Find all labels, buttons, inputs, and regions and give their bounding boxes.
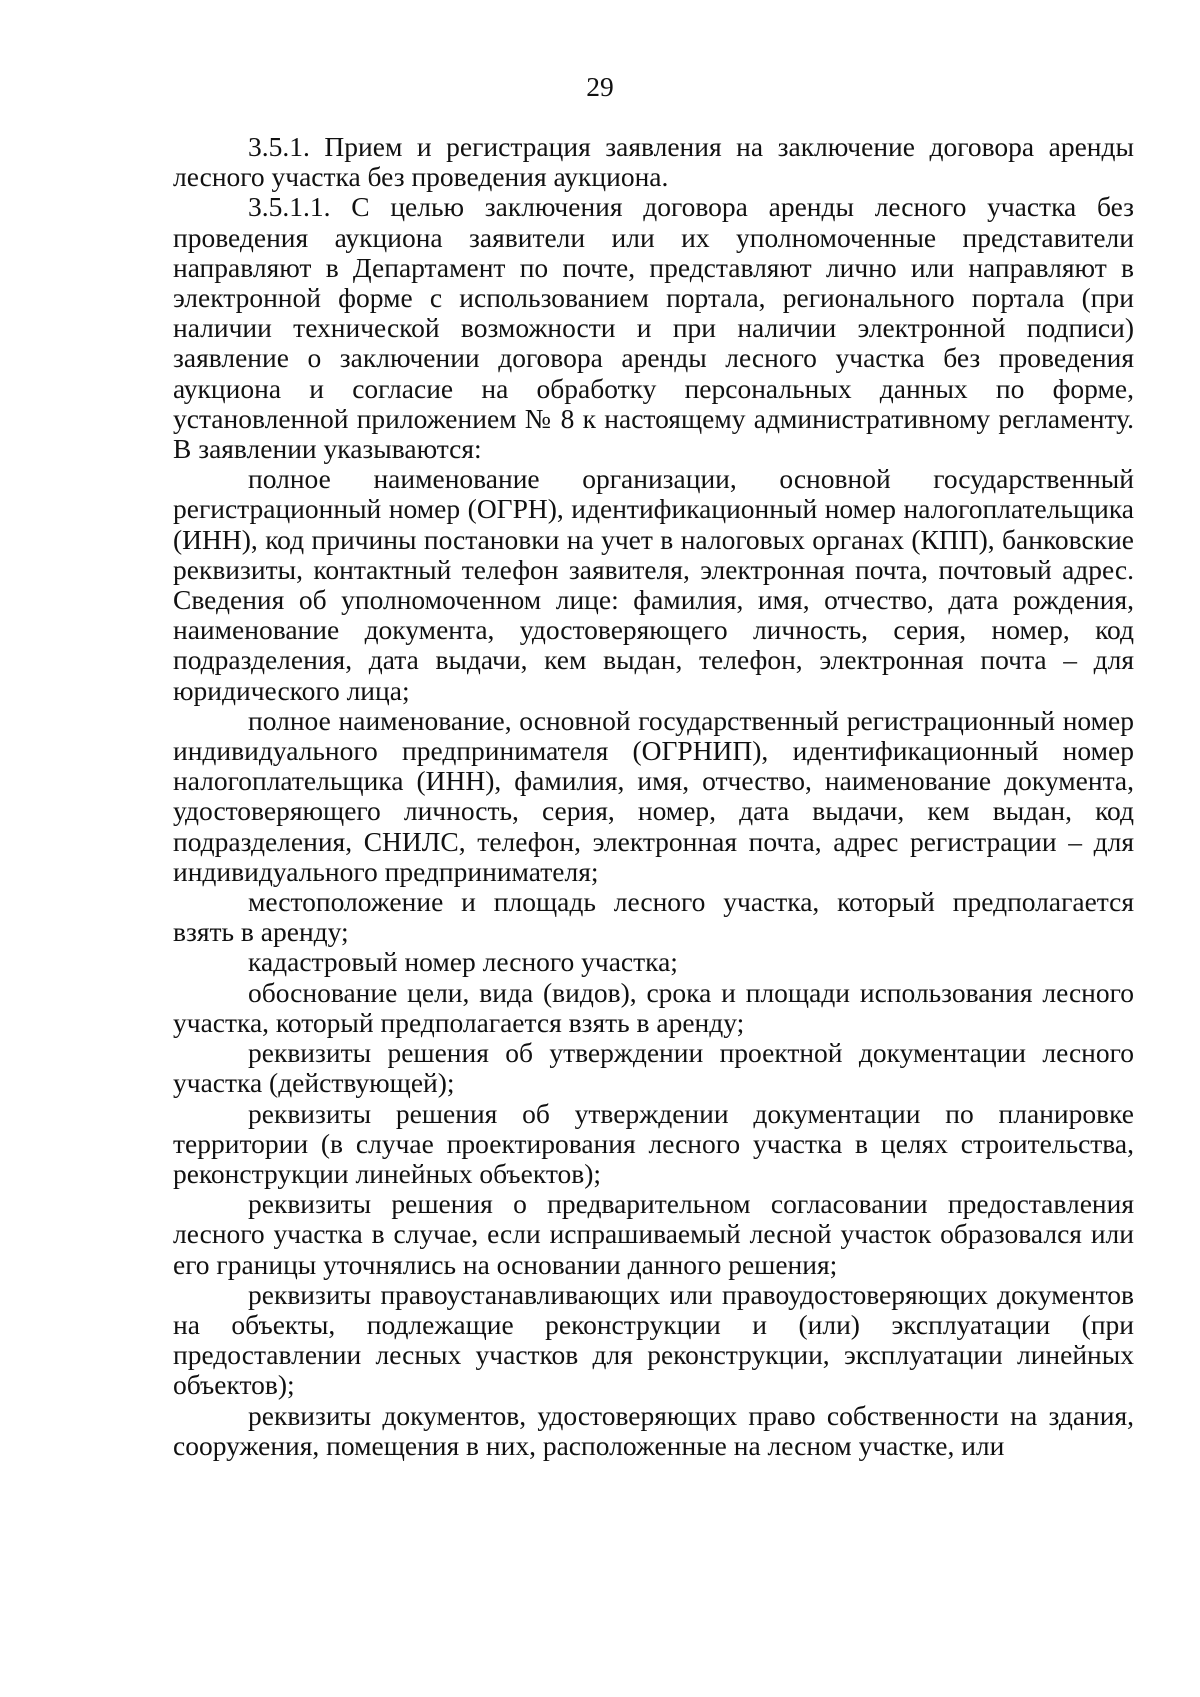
list-item-legal-entity: полное наименование организации, основной государственный регистрационный номер (ОГРН), идентификационный номер налогоплательщика (ИНН), код причины постановки на учет в налоговых органах (КПП), банковские реквизиты, контактный телефон заявителя, электронная почта, почтовый адрес. Сведения об уполномоченном лице: фамилия, имя, отчество, дата рождения, наименование документа, удостоверяющего личность, серия, номер, код подразделения, дата выдачи, кем выдан, телефон, электронная почта – для юридического лица; [173, 463, 1134, 706]
list-item-cadastral-number: кадастровый номер лесного участка; [248, 946, 678, 978]
document-body [173, 132, 1134, 1461]
page-number: 29 [586, 71, 614, 102]
paragraph-3-5-1-1: 3.5.1.1. С целью заключения договора аренды лесного участка без проведения аукциона заявители или их уполномоченные представители направляют в Департамент по почте, представляют лично или направляют в электронной форме с использованием портала, регионального портала (при наличии технической возможности и при наличии электронной подписи) заявление о заключении договора аренды лесного участка без проведения аукциона и согласие на обработку персональных данных по форме, установленной приложением № 8 к настоящему административному регламенту. В заявлении указываются: [173, 191, 1134, 465]
list-item-project-documentation: реквизиты решения об утверждении проектной документации лесного участка (действующей); [173, 1037, 1134, 1099]
list-item-individual-entrepreneur: полное наименование, основной государственный регистрационный номер индивидуального предпринимателя (ОГРНИП), идентификационный номер налогоплательщика (ИНН), фамилия, имя, отчество, наименование документа, удостоверяющего личность, серия, номер, дата выдачи, кем выдан, код подразделения, СНИЛС, телефон, электронная почта, адрес регистрации – для индивидуального предпринимателя; [173, 704, 1134, 887]
list-item-planning-documentation: реквизиты решения об утверждении документации по планировке территории (в случае проектирования лесного участка в целях строительства, реконструкции линейных объектов); [173, 1097, 1134, 1189]
list-item-title-documents: реквизиты правоустанавливающих или правоудостоверяющих документов на объекты, подлежащие реконструкции и (или) эксплуатации (при предоставлении лесных участков для реконструкции, эксплуатации линейных объектов); [173, 1278, 1134, 1401]
list-item-location-area: местоположение и площадь лесного участка, который предполагается взять в аренду; [173, 886, 1134, 948]
paragraph-3-5-1: 3.5.1. Прием и регистрация заявления на заключение договора аренды лесного участка без проведения аукциона. [173, 131, 1134, 193]
list-item-preliminary-approval: реквизиты решения о предварительном согласовании предоставления лесного участка в случае, если испрашиваемый лесной участок образовался или его границы уточнялись на основании данного решения; [173, 1188, 1134, 1280]
list-item-ownership-documents: реквизиты документов, удостоверяющих право собственности на здания, сооружения, помещения в них, расположенные на лесном участке, или [173, 1399, 1134, 1461]
list-item-purpose-justification: обоснование цели, вида (видов), срока и площади использования лесного участка, который предполагается взять в аренду; [173, 976, 1134, 1038]
